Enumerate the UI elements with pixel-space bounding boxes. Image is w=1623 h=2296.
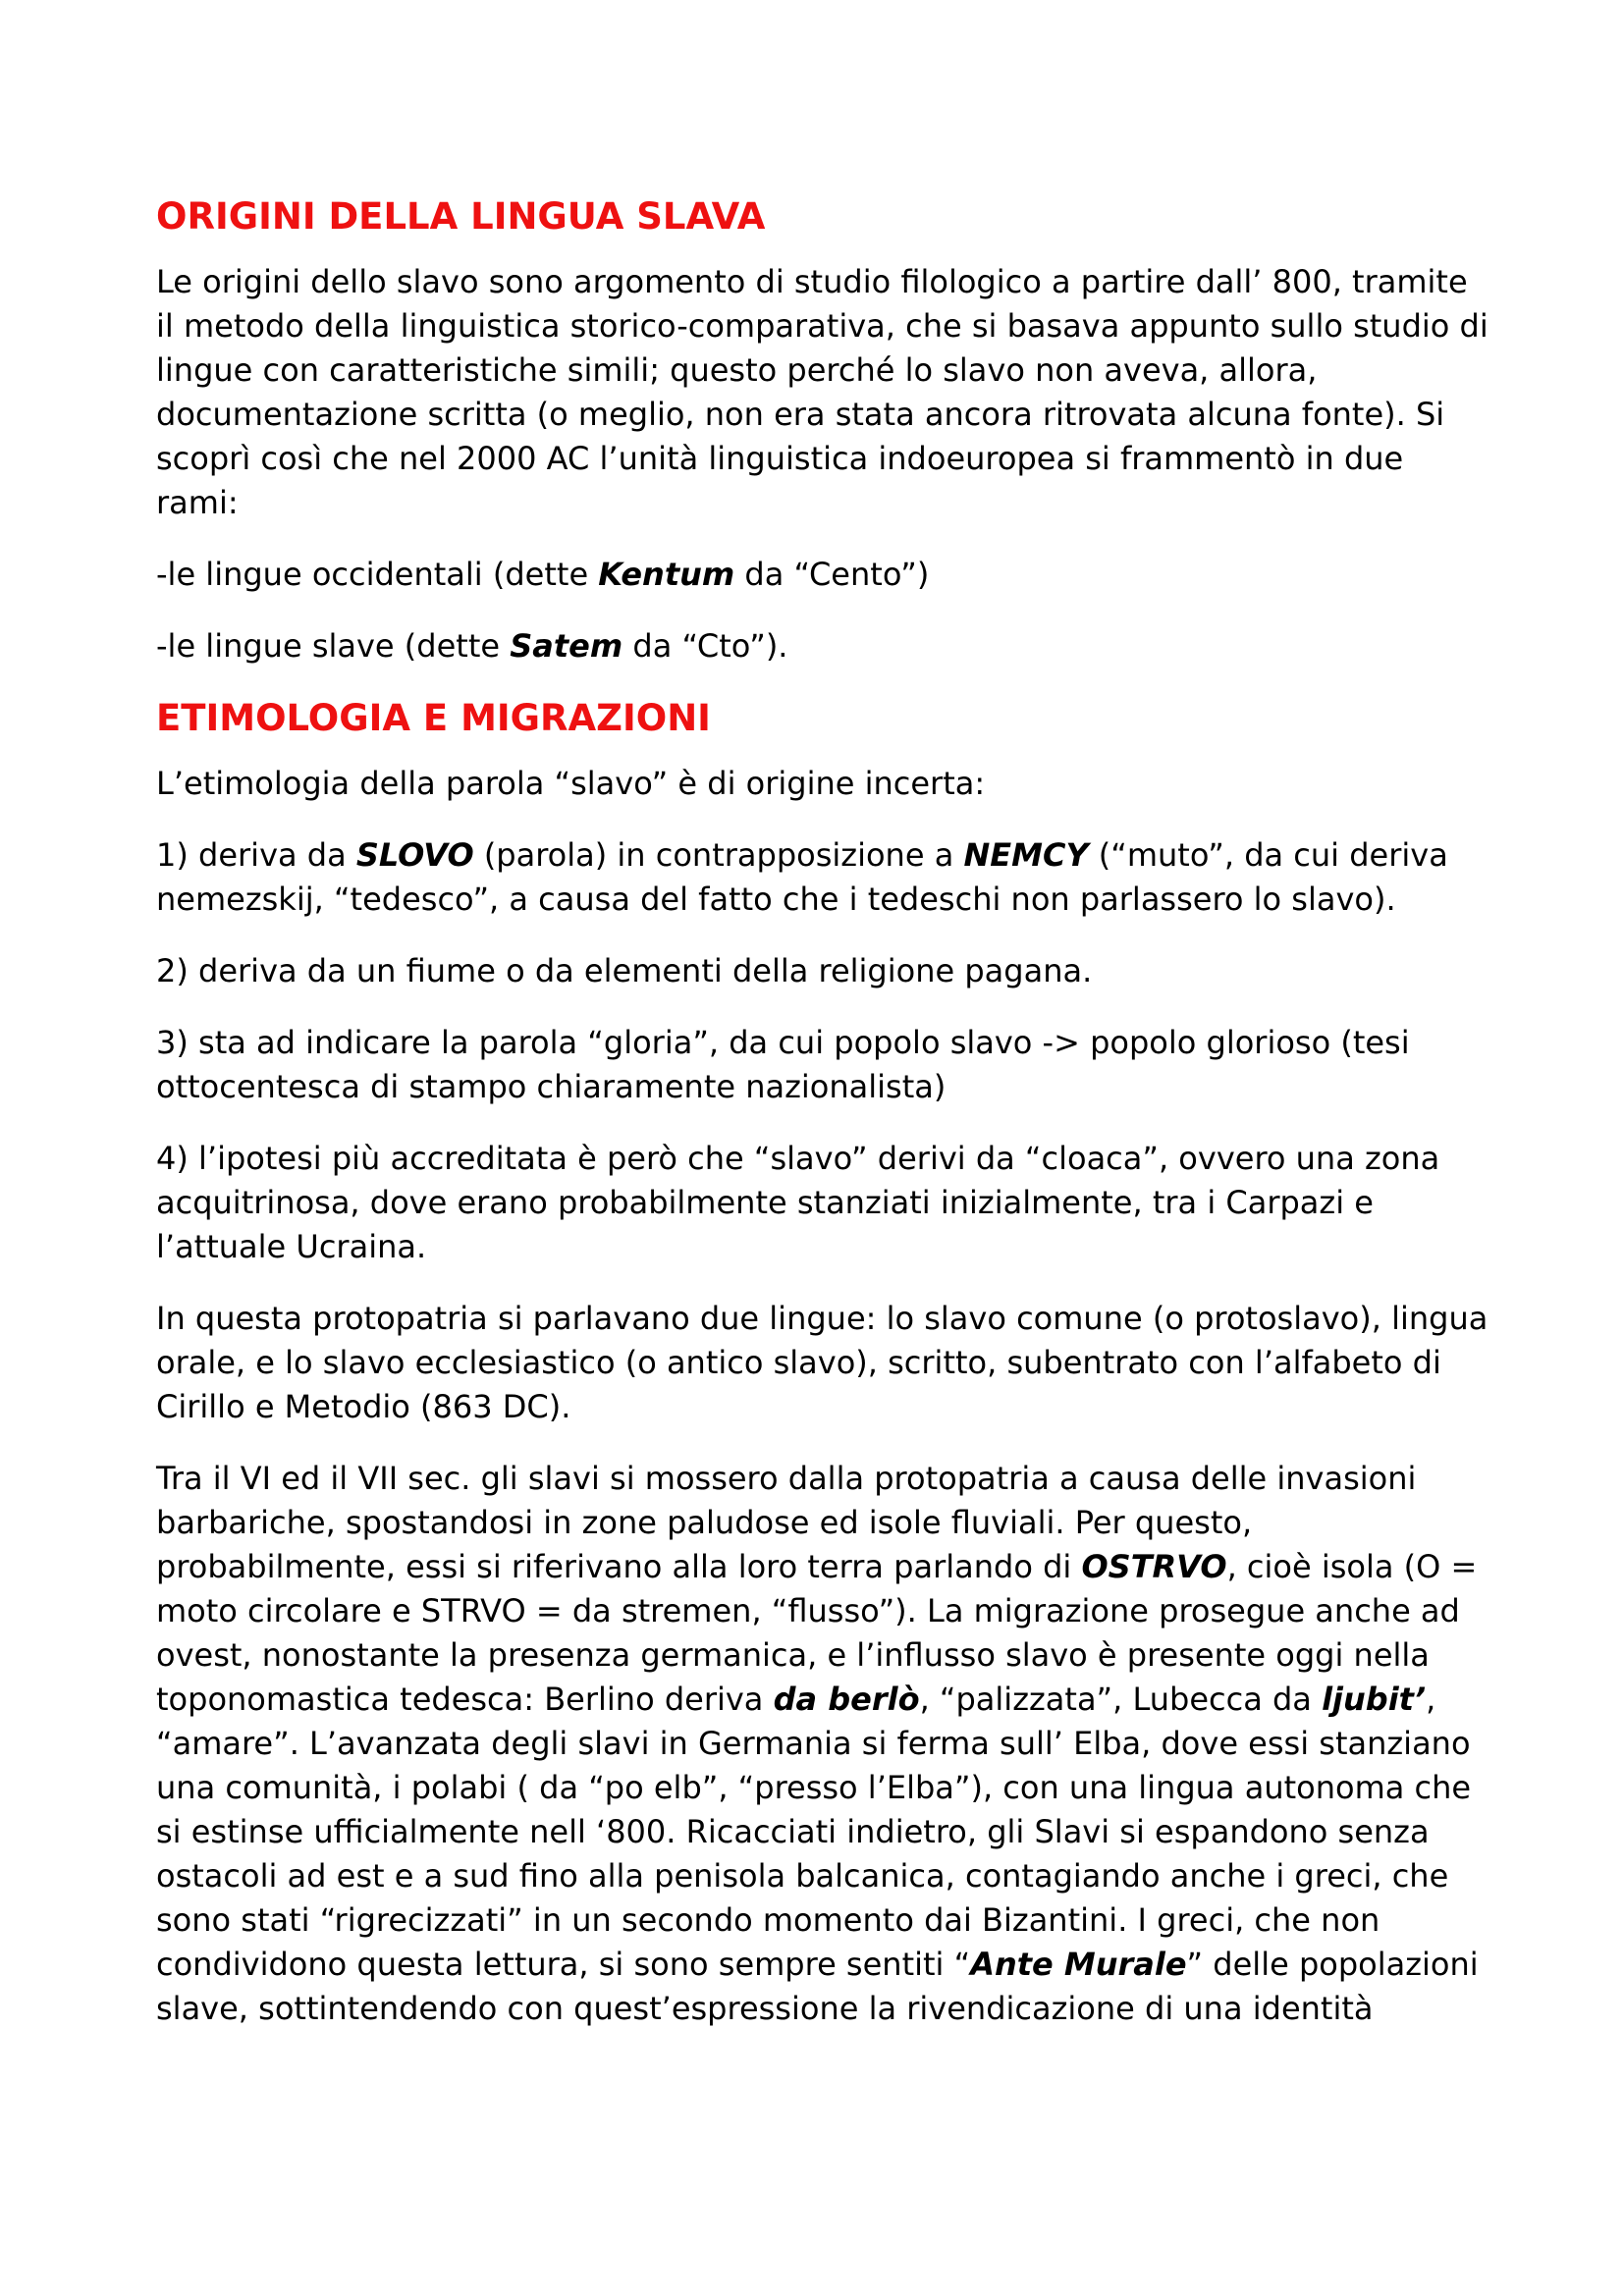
text-segment: da “Cento”) <box>734 556 930 593</box>
text-segment: da “Cto”). <box>622 627 788 665</box>
heading-origini: ORIGINI DELLA LINGUA SLAVA <box>156 195 766 238</box>
paragraph-protopatria: In questa protopatria si parlavano due lingue: lo slavo comune (o protoslavo), lingua orale, e lo slavo ecclesiastico (o antico slavo), scritto, subentrato con l’alfabeto di Cirillo e Metodio (863 DC). <box>156 1300 1488 1425</box>
keyword-nemcy: NEMCY <box>963 836 1089 874</box>
point-2: 2) deriva da un fiume o da elementi della religione pagana. <box>156 952 1093 989</box>
keyword-slovo: SLOVO <box>355 836 474 874</box>
text-segment: (parola) in contrapposizione a <box>473 836 964 874</box>
text-segment: , “amare”. L’avanzata degli slavi in Germania si ferma sull’ Elba, dove essi stanziano una comunità, i polabi ( da “po elb”, “presso l’Elba”), con una lingua autonoma che si estinse ufficialmente nell ‘800. Ricacciati indietro, gli Slavi si espandono senza ostacoli ad est e a sud fino alla penisola balcanica, contagiando anche i greci, che sono stati “rigrecizzati” in un secondo momento dai Bizantini. I greci, che non condividono questa lettura, si sono sempre sentiti “ <box>156 1681 1472 1983</box>
list-item-satem <box>156 624 1491 668</box>
list-item-kentum <box>156 553 1491 597</box>
text-segment: ” delle popolazioni slave, sottintendendo con quest’espressione la rivendicazione di una identità <box>156 1946 1479 2027</box>
keyword-ostrvo: OSTRVO <box>1081 1548 1227 1585</box>
keyword-ljubit: ljubit’ <box>1322 1681 1427 1718</box>
paragraph-migrazioni <box>156 1457 1491 2031</box>
keyword-kentum: Kentum <box>598 556 735 593</box>
text-segment: 1) deriva da <box>156 836 356 874</box>
document-body <box>156 185 1491 2058</box>
keyword-satem: Satem <box>510 627 623 665</box>
text-segment: , “palizzata”, Lubecca da <box>919 1681 1323 1718</box>
text-segment: (“muto”, da cui deriva nemezskij, “tedesco”, a causa del fatto che i tedeschi non parlassero lo slavo). <box>156 836 1448 918</box>
point-1 <box>156 833 1491 922</box>
keyword-ante-murale: Ante Murale <box>970 1946 1187 1983</box>
text-segment: -le lingue slave (dette <box>156 627 511 665</box>
text-segment: , cioè isola (O = moto circolare e STRVO = da stremen, “flusso”). La migrazione prosegue anche ad ovest, nonostante la presenza germanica, e l’influsso slavo è presente oggi nella toponomastica tedesca: Berlino deriva <box>156 1548 1478 1718</box>
paragraph-origini-intro: Le origini dello slavo sono argomento di studio filologico a partire dall’ 800, tramite il metodo della linguistica storico-comparativa, che si basava appunto sullo studio di lingue con caratteristiche simili; questo perché lo slavo non aveva, allora, documentazione scritta (o meglio, non era stata ancora ritrovata alcuna fonte). Si scoprì così che nel 2000 AC l’unità linguistica indoeuropea si frammentò in due rami: <box>156 263 1488 521</box>
paragraph-etimologia-intro: L’etimologia della parola “slavo” è di origine incerta: <box>156 765 986 802</box>
text-segment: -le lingue occidentali (dette <box>156 556 599 593</box>
keyword-da-berlo: da berlò <box>773 1681 920 1718</box>
text-segment: Tra il VI ed il VII sec. gli slavi si mossero dalla protopatria a causa delle invasioni barbariche, spostandosi in zone paludose ed isole fluviali. Per questo, probabilmente, essi si riferivano alla loro terra parlando di <box>156 1460 1417 1585</box>
point-4: 4) l’ipotesi più accreditata è però che “slavo” derivi da “cloaca”, ovvero una zona acquitrinosa, dove erano probabilmente stanziati inizialmente, tra i Carpazi e l’attuale Ucraina. <box>156 1140 1440 1265</box>
point-3: 3) sta ad indicare la parola “gloria”, da cui popolo slavo -> popolo glorioso (tesi ottocentesca di stampo chiaramente nazionalista) <box>156 1024 1410 1105</box>
heading-etimologia: ETIMOLOGIA E MIGRAZIONI <box>156 697 711 739</box>
